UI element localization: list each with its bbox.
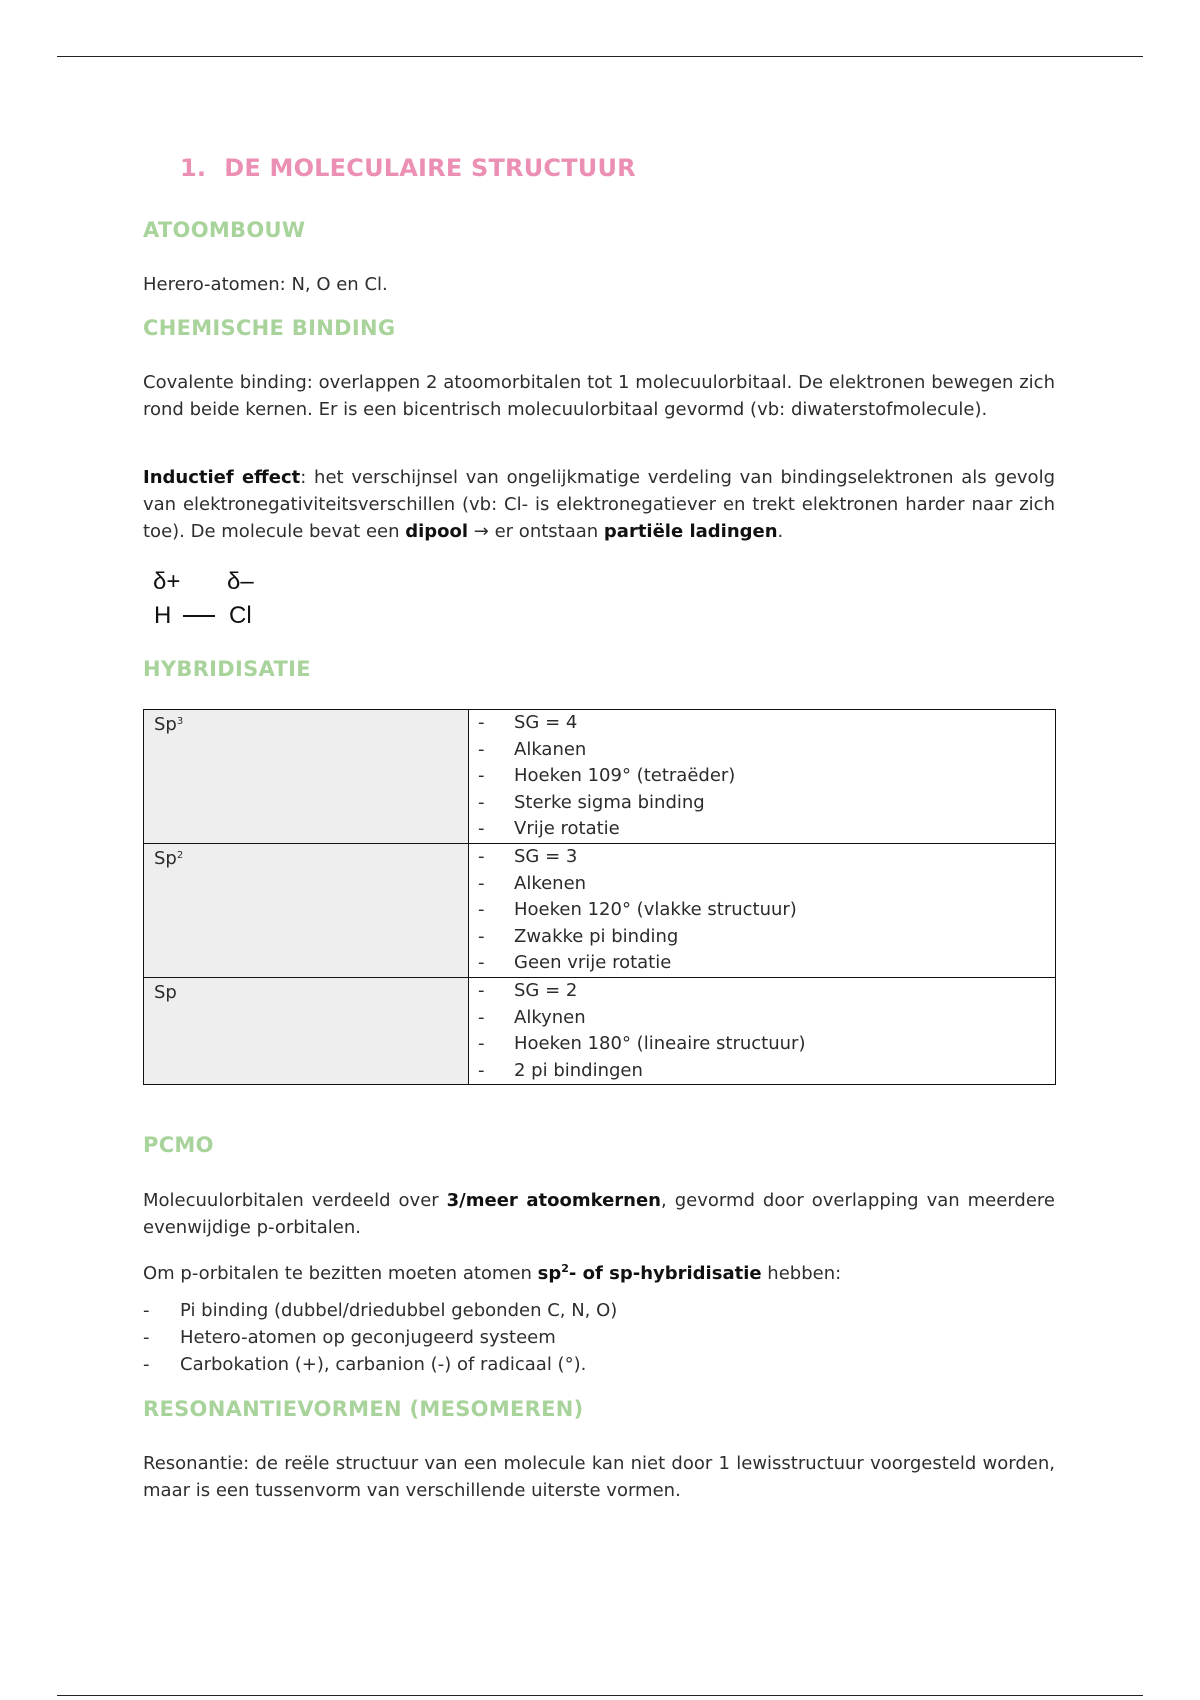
pcmo-paragraph-2 <box>143 1255 1055 1287</box>
table-row <box>144 843 1056 977</box>
hybridisation-superscript: 2 <box>176 849 184 861</box>
property-item: - SG = 4 <box>469 710 1055 737</box>
single-bond-line <box>183 615 215 617</box>
inductief-effect-text: : het verschijnsel van ongelijkmatige verdeling van bindingselektronen als gevolg van elektronegativiteitsverschillen (vb: Cl- is elektronegatiever en trekt elektronen harder naar zich toe). De molecule bevat een <box>143 467 1055 542</box>
list-item: - Carbokation (+), carbanion (-) of radicaal (°). <box>143 1351 617 1378</box>
hybridisation-type-cell <box>144 843 469 977</box>
pcmo-p1-bold: 3/meer atoomkernen <box>446 1190 661 1211</box>
property-item: - Vrije rotatie <box>469 816 1055 843</box>
property-item: - SG = 2 <box>469 978 1055 1005</box>
delta-minus-label: δ– <box>227 568 254 595</box>
pcmo-p1-start: Molecuulorbitalen verdeeld over <box>143 1190 447 1211</box>
pcmo-p2-end: hebben: <box>761 1263 842 1284</box>
property-item: - Sterke sigma binding <box>469 790 1055 817</box>
hybridisation-type: Sp <box>154 981 177 1003</box>
pcmo-p2-superscript: 2 <box>561 1262 569 1275</box>
hybridisation-type: Sp <box>154 847 177 869</box>
pcmo-p1-end: , gevormd door overlapping van meerdere evenwijdige p-orbitalen. <box>143 1190 1055 1238</box>
property-item: - Alkynen <box>469 1005 1055 1032</box>
pcmo-bullet-list <box>143 1297 617 1378</box>
property-item: - Alkanen <box>469 737 1055 764</box>
heading-pcmo: PCMO <box>143 1133 214 1157</box>
atom-cl: Cl <box>229 602 252 629</box>
heading-hybridisatie: HYBRIDISATIE <box>143 657 311 681</box>
pcmo-paragraph-1 <box>143 1187 1055 1241</box>
list-item: - Hetero-atomen op geconjugeerd systeem <box>143 1324 617 1351</box>
property-item: - SG = 3 <box>469 844 1055 871</box>
heading-chemische-binding: CHEMISCHE BINDING <box>143 316 396 340</box>
property-item: - Alkenen <box>469 871 1055 898</box>
inductief-end: . <box>777 521 784 542</box>
page-title-number: 1. <box>180 154 207 182</box>
hybridisatie-table <box>143 709 1056 1085</box>
partiele-ladingen-term: partiële ladingen <box>603 521 778 542</box>
hybridisation-properties-cell <box>469 977 1056 1084</box>
hybridisation-type-cell <box>144 710 469 844</box>
footer-rule <box>57 1695 1143 1696</box>
dipool-term: dipool <box>405 521 469 542</box>
resonantie-paragraph: Resonantie: de reële structuur van een molecule kan niet door 1 lewisstructuur voorgesteld worden, maar is een tussenvorm van verschillende uiterste vormen. <box>143 1453 1055 1501</box>
table-row <box>144 977 1056 1084</box>
pcmo-p2-bold-hybridisatie: - of sp-hybridisatie <box>568 1263 762 1284</box>
page-title <box>180 154 636 182</box>
hybridisation-type-cell <box>144 977 469 1084</box>
heading-atoombouw: ATOOMBOUW <box>143 218 306 242</box>
list-item: - Pi binding (dubbel/driedubbel gebonden C, N, O) <box>143 1297 617 1324</box>
inductief-effect-term: Inductief effect <box>143 467 301 488</box>
hcl-dipole-formula <box>152 568 282 634</box>
pcmo-p2-bold-sp: sp <box>537 1263 562 1284</box>
property-item: - Hoeken 109° (tetraëder) <box>469 763 1055 790</box>
hybridisation-type: Sp <box>154 714 177 735</box>
property-item: - 2 pi bindingen <box>469 1058 1055 1085</box>
header-rule <box>57 56 1143 57</box>
delta-plus-label: δ+ <box>153 568 181 595</box>
arrow-text: → er ontstaan <box>468 521 604 542</box>
property-item: - Geen vrije rotatie <box>469 950 1055 977</box>
hybridisation-properties-cell <box>469 843 1056 977</box>
heading-resonantievormen: RESONANTIEVORMEN (MESOMEREN) <box>143 1397 584 1421</box>
property-item: - Hoeken 120° (vlakke structuur) <box>469 897 1055 924</box>
hybridisation-superscript: 3 <box>176 716 184 727</box>
atoombouw-text: Herero-atomen: N, O en Cl. <box>143 274 388 295</box>
atom-h: H <box>154 602 172 629</box>
inductief-effect-paragraph <box>143 464 1055 545</box>
hybridisation-properties-cell <box>469 710 1056 844</box>
property-item: - Hoeken 180° (lineaire structuur) <box>469 1031 1055 1058</box>
table-row <box>144 710 1056 844</box>
page-title-text: DE MOLECULAIRE STRUCTUUR <box>224 154 636 182</box>
pcmo-p2-start: Om p-orbitalen te bezitten moeten atomen <box>143 1263 538 1284</box>
covalent-binding-paragraph: Covalente binding: overlappen 2 atoomorbitalen tot 1 molecuulorbitaal. De elektronen bewegen zich rond beide kernen. Er is een bicentrisch molecuulorbitaal gevormd (vb: diwaterstofmolecule). <box>143 372 1055 420</box>
property-item: - Zwakke pi binding <box>469 924 1055 951</box>
